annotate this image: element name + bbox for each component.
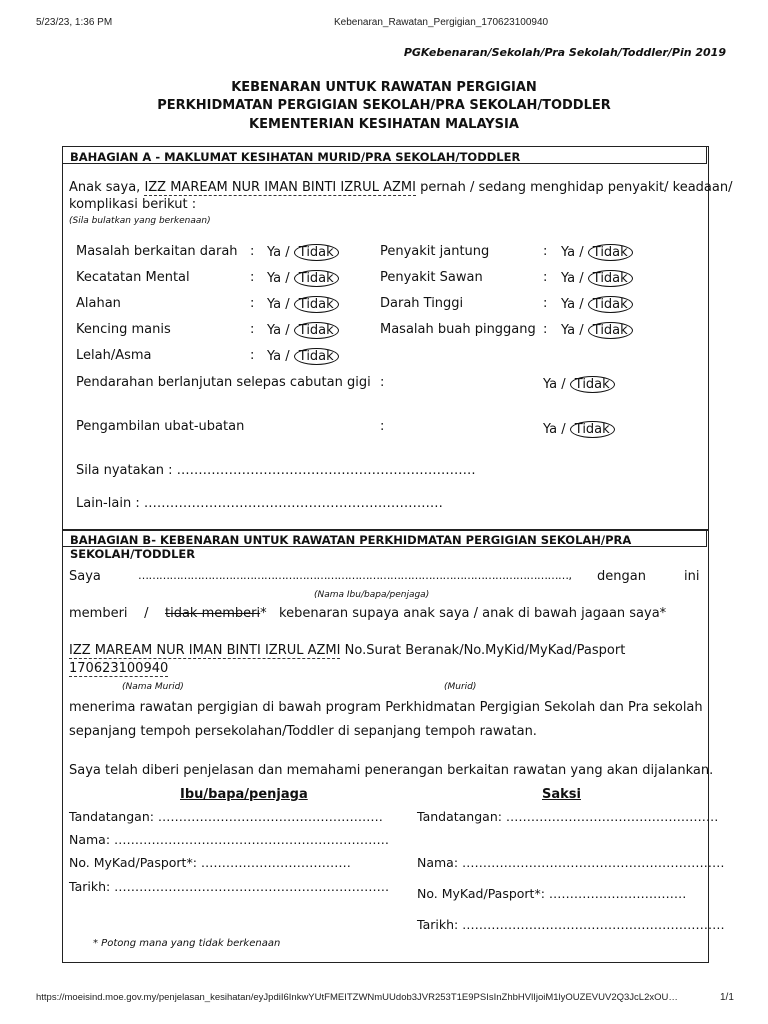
colon: :: [380, 375, 385, 390]
dengan-text: dengan: [597, 569, 646, 584]
state-field[interactable]: Sila nyatakan : ……………………………………………………………: [76, 463, 476, 478]
witness-signature-field[interactable]: Tandatangan: ……………………………………………: [417, 809, 719, 824]
student-name-caption: (Nama Murid): [122, 682, 184, 692]
colon: :: [250, 296, 255, 311]
doc-type-label: No.Surat Beranak/No.MyKid/MyKad/Pasport: [344, 643, 626, 658]
answer-choice[interactable]: [543, 421, 615, 438]
answer-choice[interactable]: [561, 244, 633, 261]
answer-choice[interactable]: [267, 322, 339, 339]
print-doc-title: Kebenaran_Rawatan_Pergigian_170623100940: [334, 17, 549, 28]
footnote: * Potong mana yang tidak berkenaan: [93, 938, 281, 949]
student-doc-line: [69, 643, 625, 658]
witness-id-field[interactable]: No. MyKad/Pasport*: ……………………………: [417, 886, 687, 901]
answer-choice[interactable]: [561, 322, 633, 339]
other-field[interactable]: Lain-lain : ……………………………………………………………: [76, 496, 443, 511]
print-page-number: 1/1: [720, 992, 734, 1003]
paragraph-3: Saya telah diberi penjelasan dan memahami penerangan berkaitan rawatan yang akan dijalankan.: [69, 763, 714, 778]
parent-name-field[interactable]: ……………………………………………………………………………………………………………,: [138, 569, 572, 582]
condition-label: Kencing manis: [76, 322, 171, 337]
colon: :: [250, 322, 255, 337]
tidak-circled: Tidak: [588, 296, 633, 313]
colon: :: [543, 270, 548, 285]
condition-label: Lelah/Asma: [76, 348, 152, 363]
slash: /: [144, 606, 149, 621]
condition-label: Alahan: [76, 296, 121, 311]
answer-choice[interactable]: [561, 270, 633, 287]
doc-number[interactable]: [69, 661, 168, 676]
intro-suffix: pernah / sedang menghidap penyakit/ keadaan/: [420, 180, 733, 195]
colon: :: [250, 348, 255, 363]
tidak-circled: Tidak: [294, 348, 339, 365]
condition-label: Pendarahan berlanjutan selepas cabutan gigi: [76, 375, 371, 390]
doc-number-value: 170623100940: [69, 661, 169, 676]
tidak-circled: Tidak: [570, 421, 615, 438]
tidak-circled: Tidak: [588, 270, 633, 287]
ya-option: Ya /: [561, 271, 584, 286]
parent-name-caption: (Nama Ibu/bapa/penjaga): [314, 590, 430, 600]
ya-option: Ya /: [561, 297, 584, 312]
parent-id-field[interactable]: No. MyKad/Pasport*: ………………………………: [69, 855, 351, 870]
tidak-memberi-option[interactable]: tidak memberi: [165, 606, 261, 621]
title-line-1: KEBENARAN UNTUK RAWATAN PERGIGIAN: [231, 80, 537, 95]
ya-option: Ya /: [267, 271, 290, 286]
parent-name-line[interactable]: Nama: …………………………………………………………: [69, 832, 390, 847]
student-name-b[interactable]: IZZ MAREAM NUR IMAN BINTI IZRUL AZMI: [69, 643, 341, 658]
parent-date-field[interactable]: Tarikh: …………………………………………………………: [69, 879, 390, 894]
witness-date-field[interactable]: Tarikh: ………………………………………………………: [417, 917, 725, 932]
colon: :: [543, 322, 548, 337]
ya-option: Ya /: [543, 422, 566, 437]
section-a-heading: BAHAGIAN A - MAKLUMAT KESIHATAN MURID/PRA SEKOLAH/TODDLER: [62, 146, 707, 164]
answer-choice[interactable]: [561, 296, 633, 313]
intro-line2: komplikasi berikut :: [69, 197, 197, 212]
tidak-circled: Tidak: [294, 270, 339, 287]
witness-name-field[interactable]: Nama: ………………………………………………………: [417, 855, 725, 870]
answer-choice[interactable]: [267, 244, 339, 261]
intro-prefix: Anak saya,: [69, 180, 141, 195]
section-a-intro: [69, 180, 732, 195]
ini-text: ini: [684, 569, 700, 584]
murid-caption: (Murid): [444, 682, 477, 692]
tidak-circled: Tidak: [570, 376, 615, 393]
tidak-circled: Tidak: [294, 322, 339, 339]
colon: :: [250, 244, 255, 259]
consent-text: kebenaran supaya anak saya / anak di bawah jagaan saya*: [279, 606, 667, 621]
answer-choice[interactable]: [543, 376, 615, 393]
condition-label: Masalah buah pinggang: [380, 322, 536, 337]
ya-option: Ya /: [543, 377, 566, 392]
paragraph-1: menerima rawatan pergigian di bawah program Perkhidmatan Pergigian Sekolah dan Pra sekolah: [69, 700, 703, 715]
tidak-circled: Tidak: [294, 244, 339, 261]
student-name-a[interactable]: IZZ MAREAM NUR IMAN BINTI IZRUL AZMI: [144, 180, 416, 195]
condition-label: Penyakit Sawan: [380, 270, 483, 285]
tidak-circled: Tidak: [588, 244, 633, 261]
circle-note: (Sila bulatkan yang berkenaan): [69, 216, 211, 226]
memberi-option[interactable]: memberi: [69, 606, 128, 621]
witness-column-title: Saksi: [542, 787, 581, 802]
colon: :: [543, 244, 548, 259]
ya-option: Ya /: [267, 297, 290, 312]
title-line-2: PERKHIDMATAN PERGIGIAN SEKOLAH/PRA SEKOLAH/TODDLER: [157, 98, 611, 113]
colon: :: [380, 419, 385, 434]
ya-option: Ya /: [267, 245, 290, 260]
section-b-heading: BAHAGIAN B- KEBENARAN UNTUK RAWATAN PERKHIDMATAN PERGIGIAN SEKOLAH/PRA SEKOLAH/TODDLER: [62, 529, 707, 547]
condition-label: Darah Tinggi: [380, 296, 464, 311]
ya-option: Ya /: [267, 349, 290, 364]
colon: :: [543, 296, 548, 311]
ya-option: Ya /: [561, 323, 584, 338]
answer-choice[interactable]: [267, 270, 339, 287]
title-line-3: KEMENTERIAN KESIHATAN MALAYSIA: [249, 117, 519, 132]
print-datetime: 5/23/23, 1:36 PM: [36, 17, 113, 28]
form-code: PGKebenaran/Sekolah/Pra Sekolah/Toddler/Pin 2019: [403, 46, 726, 59]
parent-signature-field[interactable]: Tandatangan: ………………………………………………: [69, 809, 383, 824]
ya-option: Ya /: [267, 323, 290, 338]
consent-line: [69, 606, 666, 621]
tidak-circled: Tidak: [588, 322, 633, 339]
condition-label: Pengambilan ubat-ubatan: [76, 419, 245, 434]
condition-label: Kecatatan Mental: [76, 270, 190, 285]
asterisk: *: [260, 606, 267, 621]
saya-label: Saya: [69, 569, 101, 584]
tidak-circled: Tidak: [294, 296, 339, 313]
answer-choice[interactable]: [267, 348, 339, 365]
parent-column-title: Ibu/bapa/penjaga: [180, 787, 308, 802]
condition-label: Penyakit jantung: [380, 244, 490, 259]
answer-choice[interactable]: [267, 296, 339, 313]
print-url: https://moeisind.moe.gov.my/penjelasan_kesihatan/eyJpdiI6InkwYUtFMEITZWNmUUdob3JVR253T1E9PSIsInZhbHVlIjoiM1lyOUZEVUV2Q3JcL2xOU…: [36, 992, 678, 1003]
paragraph-2: sepanjang tempoh persekolahan/Toddler di sepanjang tempoh rawatan.: [69, 724, 537, 739]
condition-label: Masalah berkaitan darah: [76, 244, 238, 259]
ya-option: Ya /: [561, 245, 584, 260]
colon: :: [250, 270, 255, 285]
